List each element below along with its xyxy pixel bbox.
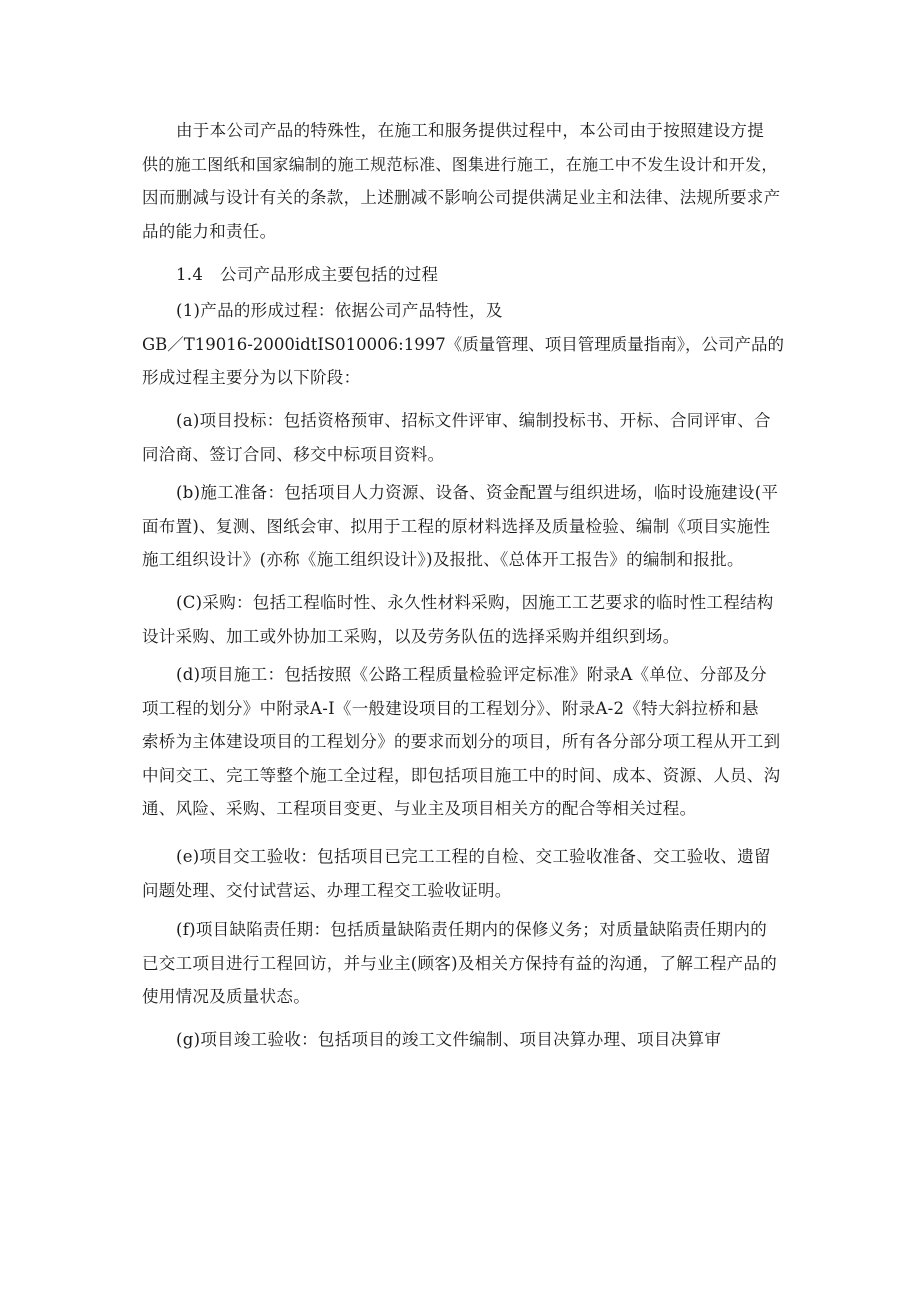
item-f-paragraph — [142, 913, 784, 1014]
item-g-paragraph — [142, 1023, 784, 1057]
intro-line: 品的能力和责任。 — [142, 221, 277, 241]
item-d-line: 项工程的划分》中附录A-I《一般建设项目的工程划分》、附录A-2《特大斜拉桥和悬 — [142, 698, 759, 718]
item-a-line: (a)项目投标：包括资格预审、招标文件评审、编制投标书、开标、合同评审、合 — [176, 411, 771, 430]
item-e-line: (e)项目交工验收：包括项目已完工工程的自检、交工验收准备、交工验收、遗留 — [176, 847, 771, 866]
item-d-line: 通、风险、采购、工程项目变更、与业主及项目相关方的配合等相关过程。 — [142, 799, 697, 818]
item-g-line: (g)项目竣工验收：包括项目的竣工文件编制、项目决算办理、项目决算审 — [176, 1030, 722, 1049]
item-a-line: 同洽商、签订合同、移交中标项目资料。 — [142, 444, 445, 464]
item-d-line: 索桥为主体建设项目的工程划分》的要求而划分的项目，所有各分部分项工程从开工到 — [142, 732, 781, 751]
item-c-line: (C)采购：包括工程临时性、永久性材料采购，因施工工艺要求的临时性工程结构 — [176, 593, 774, 612]
intro-line: 由于本公司产品的特殊性，在施工和服务提供过程中，本公司由于按照建设方提 — [176, 121, 764, 140]
item-f-line: 使用情况及质量状态。 — [142, 987, 310, 1006]
item-b-line: 施工组织设计》(亦称《施工组织设计》)及报批、《总体开工报告》的编制和报批。 — [142, 550, 744, 569]
intro-paragraph — [142, 114, 784, 248]
item-d-paragraph — [142, 658, 784, 826]
intro-line: 因而删减与设计有关的条款，上述删减不影响公司提供满足业主和法律、法规所要求产 — [142, 188, 781, 207]
item-1-line: (1)产品的形成过程：依据公司产品特性，及 — [176, 301, 503, 320]
item-b-line: 面布置)、复测、图纸会审、拟用于工程的原材料选择及质量检验、编制《项目实施性 — [142, 516, 771, 536]
item-1-paragraph — [142, 294, 784, 395]
item-b-paragraph — [142, 476, 784, 577]
item-1-line: GB／T19016-2000idtIS010006:1997《质量管理、项目管理质量指南》，公司产品的 — [142, 334, 784, 354]
intro-line: 供的施工图纸和国家编制的施工规范标准、图集进行施工，在施工中不发生设计和开发， — [142, 154, 778, 174]
section-heading-text: 1.4 公司产品形成主要包括的过程 — [176, 265, 439, 284]
item-b-line: (b)施工准备：包括项目人力资源、设备、资金配置与组织进场，临时设施建设(平 — [176, 483, 779, 502]
item-c-paragraph — [142, 586, 784, 653]
item-c-line: 设计采购、加工或外协加工采购，以及劳务队伍的选择采购并组织到场。 — [142, 626, 680, 646]
item-f-line: 已交工项目进行工程回访，并与业主(顾客)及相关方保持有益的沟通，了解工程产品的 — [142, 953, 778, 973]
item-d-line: (d)项目施工：包括按照《公路工程质量检验评定标准》附录A《单位、分部及分 — [176, 665, 767, 684]
item-a-paragraph — [142, 404, 784, 471]
item-e-line: 问题处理、交付试营运、办理工程交工验收证明。 — [142, 880, 512, 900]
item-d-line: 中间交工、完工等整个施工全过程，即包括项目施工中的时间、成本、资源、人员、沟 — [142, 765, 781, 785]
item-e-paragraph — [142, 840, 784, 907]
item-1-line: 形成过程主要分为以下阶段： — [142, 368, 361, 387]
item-f-line: (f)项目缺陷责任期：包括质量缺陷责任期内的保修义务；对质量缺陷责任期内的 — [176, 920, 768, 939]
section-heading — [142, 258, 784, 292]
